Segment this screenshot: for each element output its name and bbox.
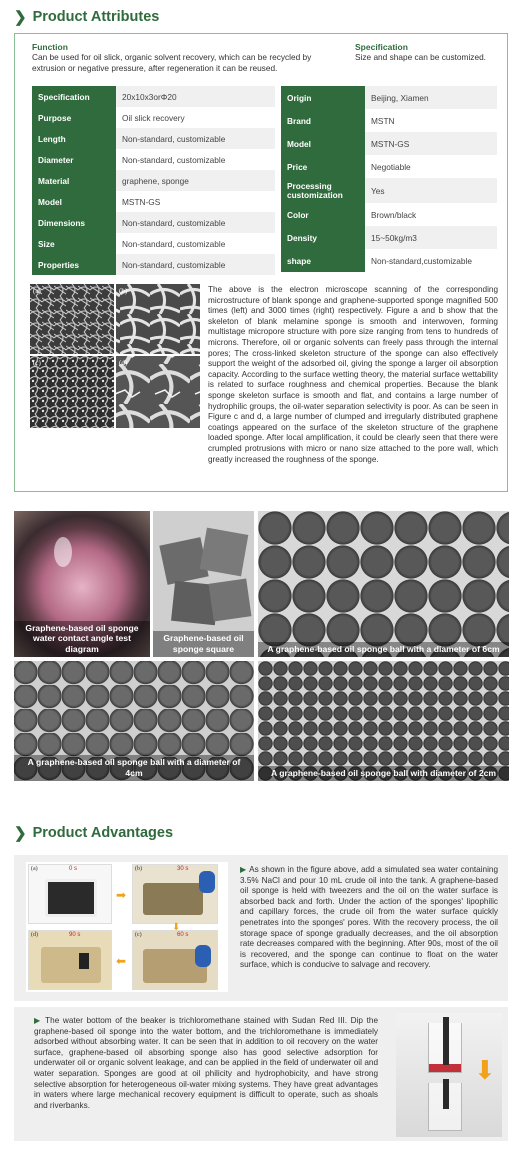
panel-time: 30 s bbox=[177, 866, 189, 872]
glove bbox=[199, 871, 215, 893]
table-row bbox=[281, 203, 497, 226]
table-value: Oil slick recovery bbox=[116, 107, 275, 128]
arrow-down-icon: ⬇ bbox=[474, 1055, 496, 1085]
sem-description: The above is the electron microscope scanning of the corresponding microstructure of blank sponge and graphene-supported sponge magnified 500 times (left) and 3000 times (right) respectively. Figure a and b show that the skeleton of blank melamine sponge is smooth and interwoven, forming multistage micropore structure with pore size ranging from tens to hundreds of microns. Therefore, oil or organic solvents can freely pass through the internal pores; The cross-linked skeleton structure of the sponge can also effectively support the weight of the adsorbed oil, giving the sponge a larger oil absorption capacity. According to the surface wetting theory, the material surface wettability is related to surface roughness and chemical properties. Because the blank sponge skeleton surface is smooth and flat, and contains a large number of hydrophilic groups, the oil-water separation selectivity is poor. As can be seen in Figure c and d, a large number of clumped and irregularly distributed graphene coatings appeared on the surface of the skeleton structure of the graphene loaded sponge. After local amplification, it could be clearly seen that there were crumpled protrusions with micro or nano size attached to the pore wall, which greatly increased the roughness of the sponge. bbox=[208, 285, 498, 464]
table-row bbox=[32, 170, 275, 191]
spec-text: Size and shape can be customized. bbox=[355, 52, 486, 62]
table-value: 15~50kg/m3 bbox=[365, 226, 497, 249]
table-value: 20x10x3orΦ20 bbox=[116, 86, 275, 107]
table-key: Processing customization bbox=[281, 178, 365, 203]
table-row bbox=[32, 254, 275, 275]
table-value: MSTN-GS bbox=[116, 191, 275, 212]
photo-caption: A graphene-based oil sponge ball with diameter of 2cm bbox=[258, 766, 509, 782]
table-key: shape bbox=[281, 249, 365, 272]
spec-table-left bbox=[32, 86, 275, 275]
sponge-block bbox=[209, 579, 252, 622]
table-row bbox=[281, 109, 497, 132]
table-row bbox=[32, 191, 275, 212]
table-value: MSTN-GS bbox=[365, 132, 497, 155]
table-row bbox=[32, 149, 275, 170]
oil-absorption-sequence bbox=[26, 862, 228, 992]
attributes-header bbox=[14, 8, 159, 26]
table-row bbox=[281, 86, 497, 109]
sem-label-a: (a) bbox=[33, 287, 41, 295]
table-key: Density bbox=[281, 226, 365, 249]
advantage-text-1 bbox=[240, 865, 498, 971]
table-value: Non-standard,customizable bbox=[365, 249, 497, 272]
table-key: Brand bbox=[281, 109, 365, 132]
photo-caption: Graphene-based oil sponge square bbox=[153, 631, 254, 657]
panel-a bbox=[28, 864, 112, 924]
table-value: graphene, sponge bbox=[116, 170, 275, 191]
sponge-ball-6cm-photo bbox=[258, 511, 509, 657]
table-key: Material bbox=[32, 170, 116, 191]
table-value: Non-standard, customizable bbox=[116, 128, 275, 149]
sponge-stick bbox=[443, 1079, 449, 1109]
table-key: Dimensions bbox=[32, 212, 116, 233]
panel-time: 90 s bbox=[69, 932, 81, 938]
panel-time: 0 s bbox=[69, 866, 78, 872]
table-row bbox=[32, 212, 275, 233]
table-row bbox=[281, 249, 497, 272]
table-key: Color bbox=[281, 203, 365, 226]
table-key: Properties bbox=[32, 254, 116, 275]
panel-label: (b) bbox=[135, 866, 142, 872]
table-key: Model bbox=[281, 132, 365, 155]
sponge-square-photo bbox=[153, 511, 254, 657]
advantage-text-2-body: The water bottom of the beaker is trichloromethane stained with Sudan Red III. Dip the graphene-based oil sponge into the water bottom, and the trichloromethane is immediately adsorbed without absorbing water. It can be seen that in addition to oil recovery on the water surface, graphene-based oil absorbing sponge also has good selective adsorption for underwater oil or organic solvent leakage, and can be applied in the field of underwater oil and water separation. Sponges are good at oil philicity and hydrophobicity, and have strong selective absorption for heterogeneous oil-water mixing systems. They have great advantages in waters where large mechanical recovery equipment is difficult to operate, such as shoals and riverbanks. bbox=[34, 1016, 378, 1110]
beaker-top bbox=[428, 1023, 462, 1073]
sem-label-c: (c) bbox=[33, 359, 41, 367]
panel-d bbox=[28, 930, 112, 990]
sem-label-b: (b) bbox=[119, 287, 128, 295]
chevron-right-icon: ❯ bbox=[14, 9, 27, 26]
table-row bbox=[32, 233, 275, 254]
chevron-right-icon: ❯ bbox=[14, 825, 27, 842]
advantage-text-2 bbox=[34, 1016, 378, 1111]
table-key: Size bbox=[32, 233, 116, 254]
spec-label: Specification bbox=[355, 42, 408, 52]
spec-table-right bbox=[281, 86, 497, 272]
table-value: Yes bbox=[365, 178, 497, 203]
table-key: Specification bbox=[32, 86, 116, 107]
table-row bbox=[32, 86, 275, 107]
table-key: Origin bbox=[281, 86, 365, 109]
arrow-left-icon: ⬅ bbox=[116, 954, 127, 968]
advantage-text-1-body: As shown in the figure above, add a simulated sea water containing 3.5% NaCl and pour 10 mL crude oil into the tank. A graphene-based oil sponge is held with tweezers and the oil on the water surface is absorbed back and forth. Under the action of the sponges' lipophilic and capillary forces, the crude oil from the water surface quickly penetrates into the sponges' pores. With the recovery process, the oil storage space of sponge gradually decreases, and the oil absorption rate decreases compared with the beginning. After 90s, most of the oil is recovered, and the sponge can continue to float on the water surface, which is conducive to salvage and recovery. bbox=[240, 865, 498, 970]
arrow-right-icon: ➡ bbox=[116, 888, 127, 902]
table-value: Brown/black bbox=[365, 203, 497, 226]
photo-caption: A graphene-based oil sponge ball with a diameter of 6cm bbox=[258, 642, 509, 658]
table-value: Beijing, Xiamen bbox=[365, 86, 497, 109]
spec-block bbox=[355, 42, 500, 63]
panel-label: (a) bbox=[31, 866, 38, 872]
red-solvent bbox=[429, 1064, 461, 1072]
table-row bbox=[281, 178, 497, 203]
function-block bbox=[32, 42, 332, 73]
arrow-down-icon: ⬇ bbox=[172, 922, 181, 933]
table-row bbox=[32, 128, 275, 149]
triangle-bullet-icon: ▶ bbox=[240, 865, 250, 874]
sem-image-grid bbox=[30, 284, 200, 428]
table-value: Negotiable bbox=[365, 155, 497, 178]
glove bbox=[195, 945, 211, 967]
beaker-photo bbox=[396, 1013, 502, 1137]
panel-label: (d) bbox=[31, 932, 38, 938]
table-value: Non-standard, customizable bbox=[116, 254, 275, 275]
photo-caption: A graphene-based oil sponge ball with a diameter of 4cm bbox=[14, 755, 254, 781]
sponge-block bbox=[200, 528, 249, 577]
beaker-bottom bbox=[428, 1083, 462, 1131]
panel-b bbox=[132, 864, 218, 924]
table-value: Non-standard, customizable bbox=[116, 233, 275, 254]
triangle-bullet-icon: ▶ bbox=[34, 1016, 46, 1025]
table-key: Purpose bbox=[32, 107, 116, 128]
table-key: Price bbox=[281, 155, 365, 178]
tank-oil bbox=[45, 879, 97, 917]
table-row bbox=[281, 132, 497, 155]
table-key: Diameter bbox=[32, 149, 116, 170]
table-key: Length bbox=[32, 128, 116, 149]
section-title: Product Attributes bbox=[32, 9, 160, 25]
table-key: Model bbox=[32, 191, 116, 212]
table-row bbox=[281, 226, 497, 249]
table-row bbox=[281, 155, 497, 178]
function-label: Function bbox=[32, 42, 68, 52]
tank-oil bbox=[143, 883, 203, 915]
droplet-highlight bbox=[54, 537, 72, 567]
sem-micrograph bbox=[30, 284, 200, 428]
panel-c bbox=[132, 930, 218, 990]
table-row bbox=[32, 107, 275, 128]
sponge-ball-4cm-photo bbox=[14, 661, 254, 781]
advantages-header bbox=[14, 824, 173, 842]
tank-oil bbox=[41, 947, 101, 983]
table-value: Non-standard, customizable bbox=[116, 212, 275, 233]
section-title: Product Advantages bbox=[32, 825, 174, 841]
function-text: Can be used for oil slick, organic solvent recovery, which can be recycled by extrusion or negative pressure, after regeneration it can be reused. bbox=[32, 52, 312, 73]
photo-caption: Graphene-based oil sponge water contact angle test diagram bbox=[14, 621, 150, 658]
sponge-ball-2cm-photo bbox=[258, 661, 509, 781]
sponge-block bbox=[79, 953, 89, 969]
table-value: Non-standard, customizable bbox=[116, 149, 275, 170]
sponge-stick bbox=[443, 1017, 449, 1065]
contact-angle-photo bbox=[14, 511, 150, 657]
sem-label-d: (d) bbox=[119, 359, 128, 367]
table-value: MSTN bbox=[365, 109, 497, 132]
panel-label: (c) bbox=[135, 932, 142, 938]
panel-time: 60 s bbox=[177, 932, 189, 938]
